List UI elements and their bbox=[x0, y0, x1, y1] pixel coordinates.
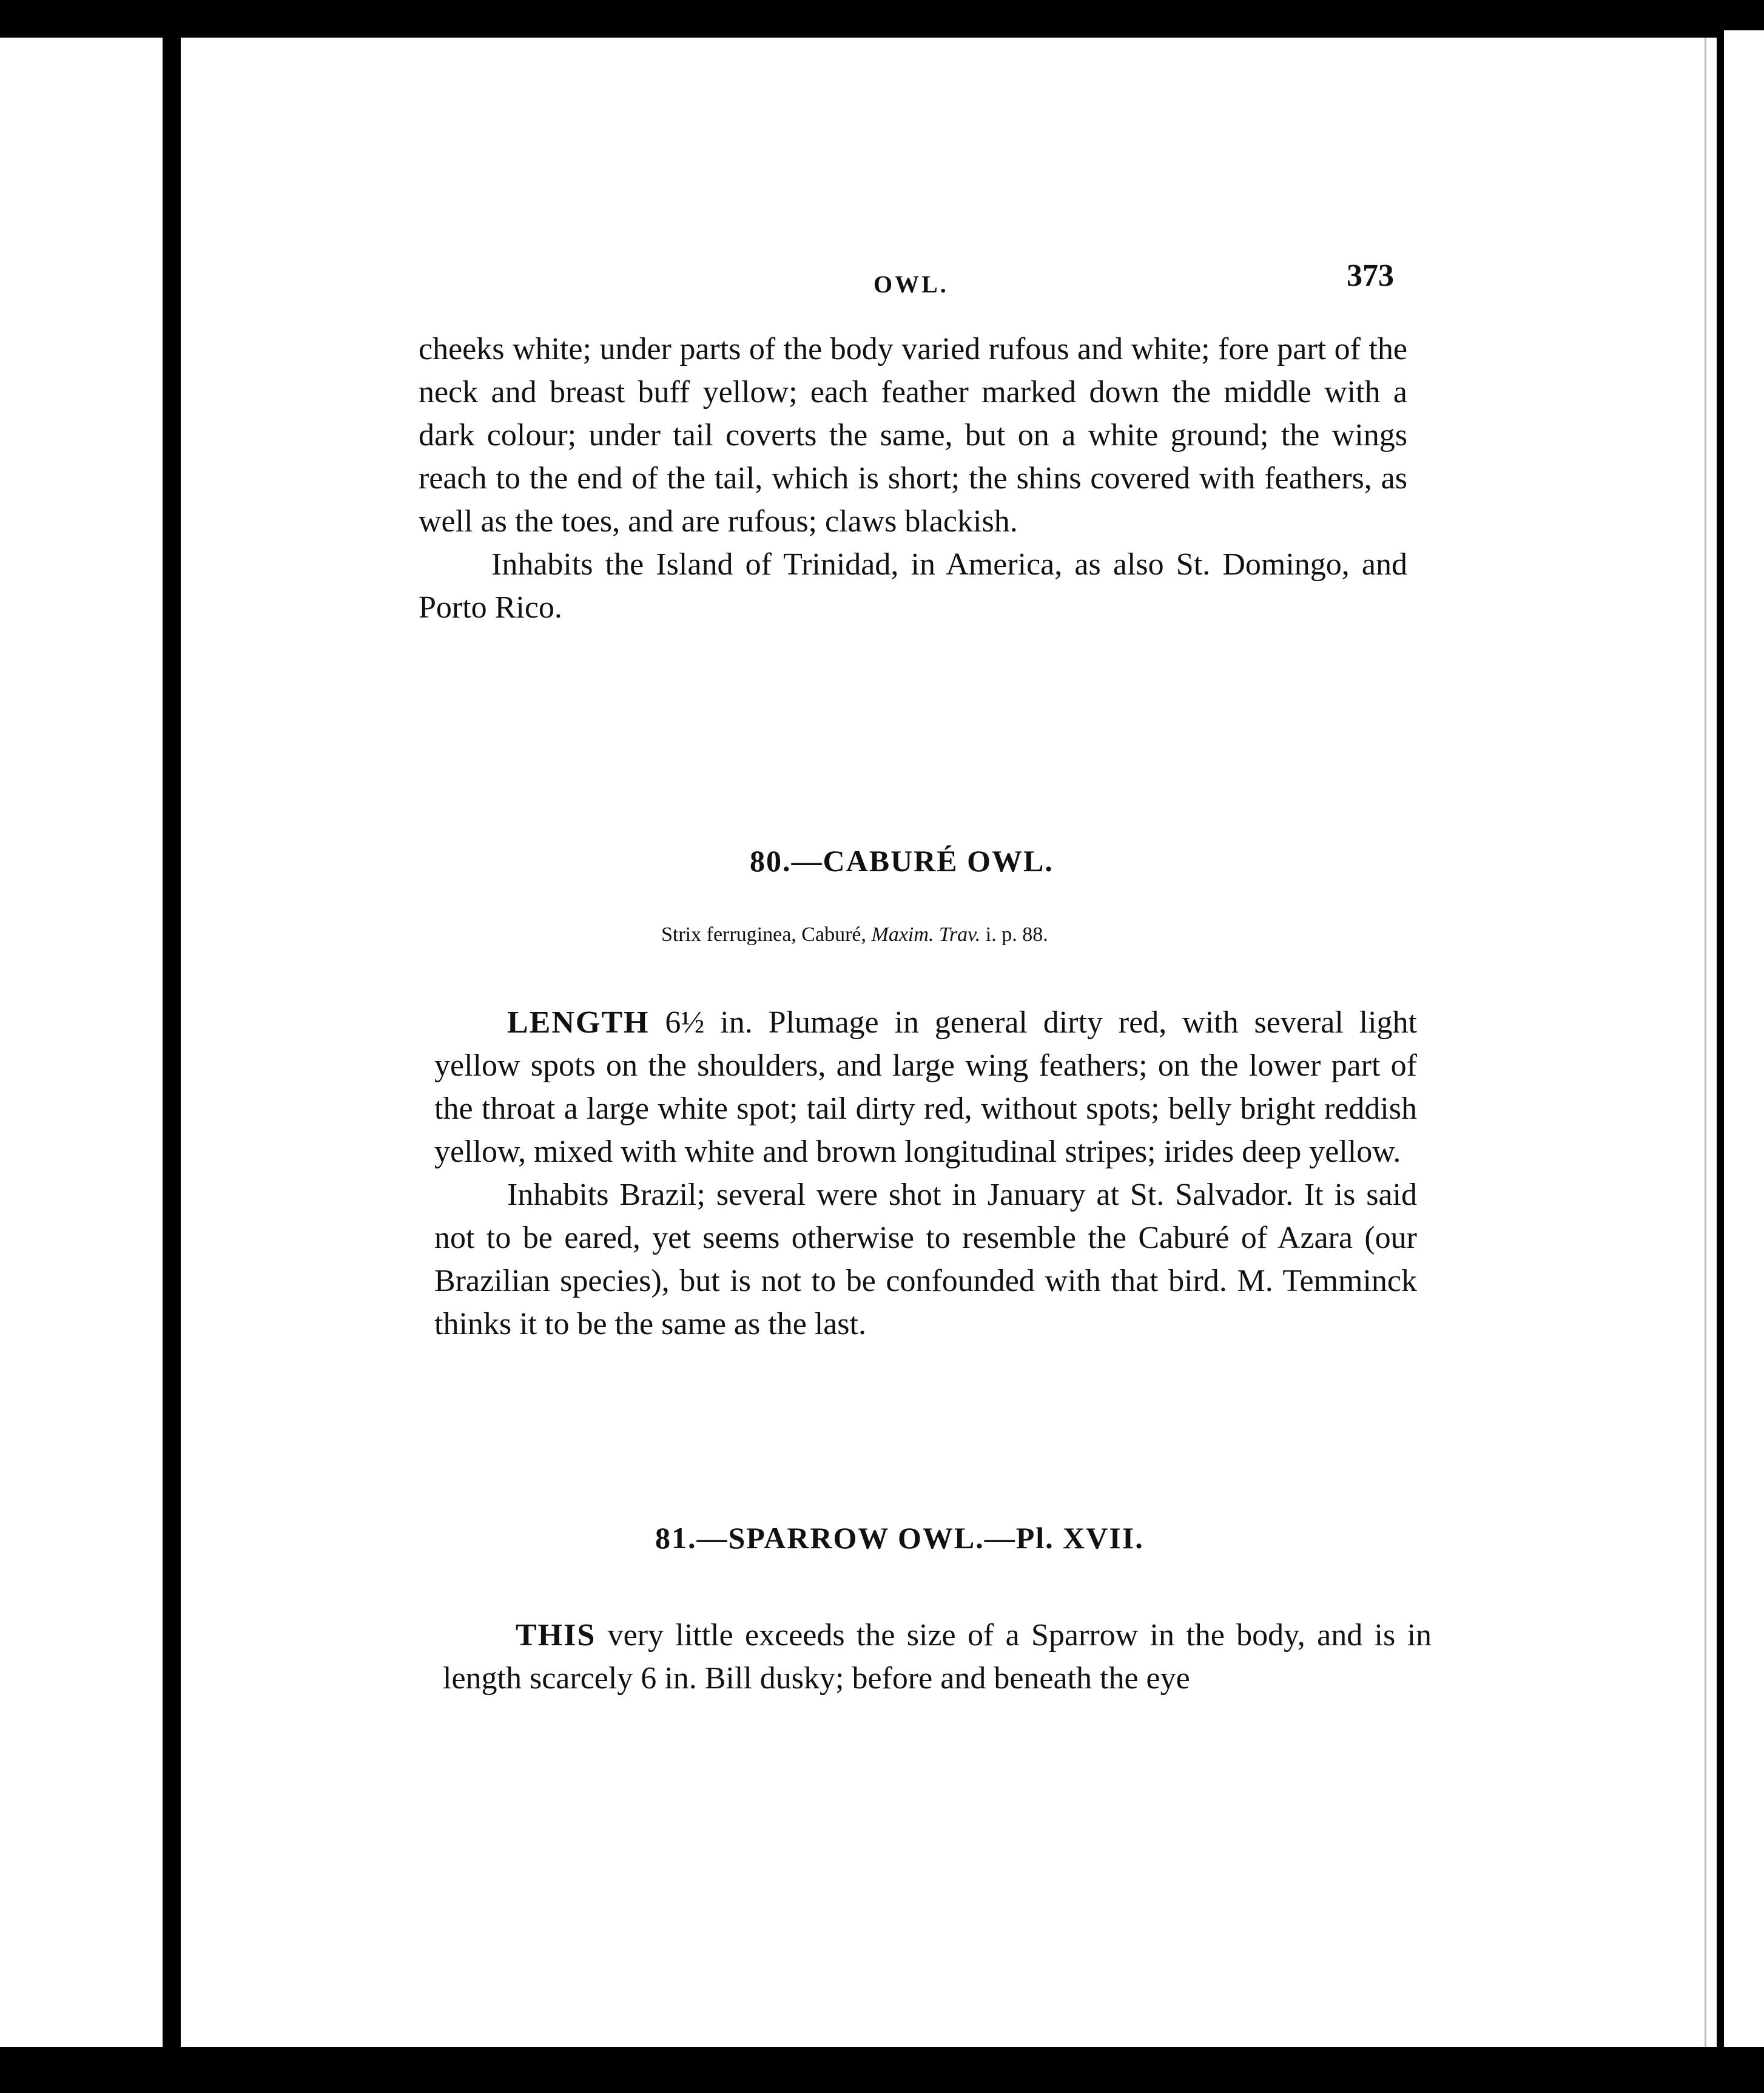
entry-80-body bbox=[434, 1001, 1417, 1346]
entry-80-habitat: Inhabits Brazil; several were shot in January at St. Salvador. It is said not to be eared, yet seems otherwise to resemble the Caburé of Azara (our Brazilian species), but is not to be confounded with that bird. M. Temminck thinks it to be the same as the last. bbox=[434, 1178, 1417, 1341]
entry-80-lead: LENGTH bbox=[507, 1005, 650, 1040]
entry-81-body bbox=[443, 1614, 1432, 1700]
left-page-edge bbox=[0, 38, 157, 2047]
continuation-habitat: Inhabits the Island of Trinidad, in America, as also St. Domingo, and Porto Rico. bbox=[419, 547, 1407, 625]
entry-81-lead: THIS bbox=[516, 1618, 596, 1653]
scan-top-border bbox=[0, 0, 1764, 38]
right-border bbox=[1717, 30, 1724, 2057]
entry-81-description-para bbox=[443, 1614, 1432, 1700]
book-spine bbox=[163, 24, 181, 2069]
entry-80-description-para bbox=[434, 1001, 1417, 1173]
entry-81-description: very little exceeds the size of a Sparrow in the body, and is in length scarcely 6 in. Bill dusky; before and beneath the eye bbox=[443, 1618, 1432, 1696]
synonym-ref: i. p. 88. bbox=[985, 923, 1048, 946]
entry-80-synonym bbox=[661, 923, 1048, 946]
right-margin bbox=[1724, 30, 1764, 2057]
continuation-block bbox=[419, 328, 1407, 629]
entry-80-heading: 80.—CABURÉ OWL. bbox=[750, 844, 1054, 878]
scan-bottom-border bbox=[0, 2047, 1764, 2093]
entry-80-description: 6½ in. Plumage in general dirty red, with several light yellow spots on the shoulders, and large wing feathers; on the lower part of the throat a large white spot; tail dirty red, without spots; belly bright reddish yellow, mixed with white and brown longitudinal stripes; irides deep yellow. bbox=[434, 1005, 1418, 1169]
page-number: 373 bbox=[1347, 258, 1394, 293]
synonym-name: Strix ferruginea, Caburé, bbox=[661, 923, 866, 946]
page-edge-line bbox=[1705, 38, 1706, 2047]
running-title: OWL. bbox=[874, 271, 949, 298]
continuation-description: cheeks white; under parts of the body varied rufous and white; fore part of the neck and breast buff yellow; each feather marked down the middle with a dark colour; under tail coverts the same, but on a white ground; the wings reach to the end of the tail, which is short; the shins covered with feathers, as well as the toes, and are rufous; claws blackish. bbox=[419, 332, 1407, 539]
synonym-source: Maxim. Trav. bbox=[871, 923, 981, 946]
entry-81-heading: 81.—SPARROW OWL.—Pl. XVII. bbox=[655, 1521, 1144, 1555]
